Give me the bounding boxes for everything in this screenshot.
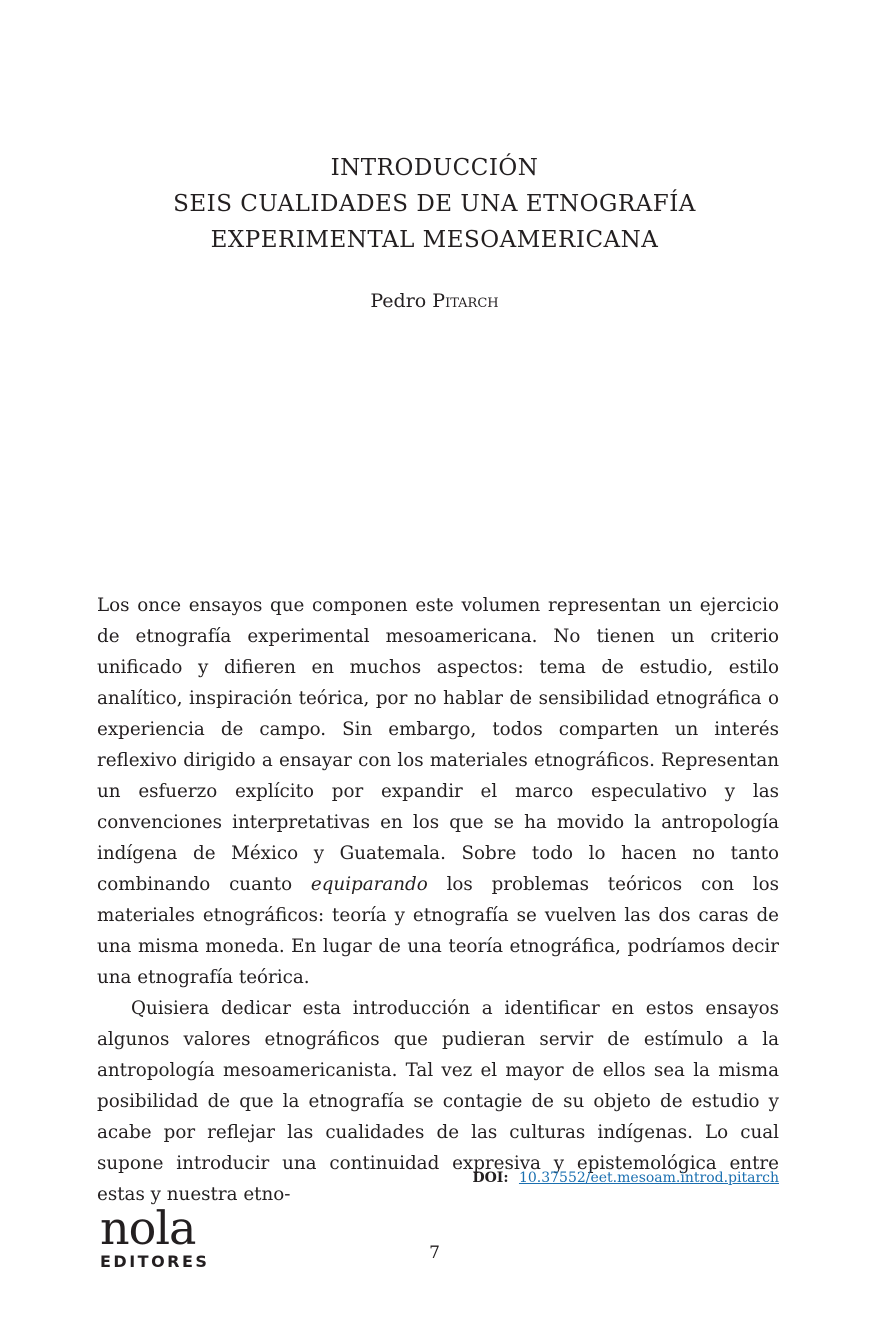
title-line-3: EXPERIMENTAL MESOAMERICANA xyxy=(210,227,659,253)
author-name xyxy=(0,287,869,315)
paragraph-1 xyxy=(97,590,779,993)
paragraph-1-end: los problemas teóricos con los materiales etnográficos: teoría y etnografía se vuelven las dos caras de una misma moneda. En lugar de una teoría etnográfica, podríamos decir una etnografía teórica. xyxy=(97,874,780,988)
publisher-subtitle: EDITORES xyxy=(100,1252,210,1271)
title-line-2: SEIS CUALIDADES DE UNA ETNOGRAFÍA xyxy=(173,191,696,217)
chapter-title xyxy=(0,150,869,258)
publisher-name: nola xyxy=(100,1201,196,1255)
body-text xyxy=(97,590,779,1210)
author-given-name: Pedro xyxy=(370,290,427,312)
doi-link[interactable]: 10.37552/eet.mesoam.introd.pitarch xyxy=(518,1170,779,1186)
paragraph-1-start: Los once ensayos que componen este volumen representan un ejercicio de etnografía experimental mesoamericana. No tienen un criterio unificado y difieren en muchos aspectos: tema de estudio, estilo analítico, inspiración teórica, por no hablar de sensibilidad etnográfica o experiencia de campo. Sin embargo, todos comparten un interés reflexivo dirigido a ensayar con los materiales etnográficos. Representan un esfuerzo explícito por expandir el marco especulativo y las convenciones interpretativas en los que se ha movido la antropología indígena de México y Guatemala. Sobre todo lo hacen no tanto combinando cuanto xyxy=(97,595,779,895)
title-line-1: INTRODUCCIÓN xyxy=(330,155,539,181)
author-surname: Pitarch xyxy=(432,290,499,312)
paragraph-2: Quisiera dedicar esta introducción a identificar en estos ensayos algunos valores etnográficos que pudieran servir de estímulo a la antropología mesoamericanista. Tal vez el mayor de ellos sea la misma posibilidad de que la etnografía se contagie de su objeto de estudio y acabe por reflejar las cualidades de las culturas indígenas. Lo cual supone introducir una continuidad expresiva y epistemológica entre estas y nuestra etno- xyxy=(97,998,779,1205)
doi-line xyxy=(472,1168,779,1188)
page-number: 7 xyxy=(429,1243,440,1263)
doi-label: DOI: xyxy=(472,1170,509,1186)
paragraph-1-emphasis: equiparando xyxy=(310,874,428,895)
